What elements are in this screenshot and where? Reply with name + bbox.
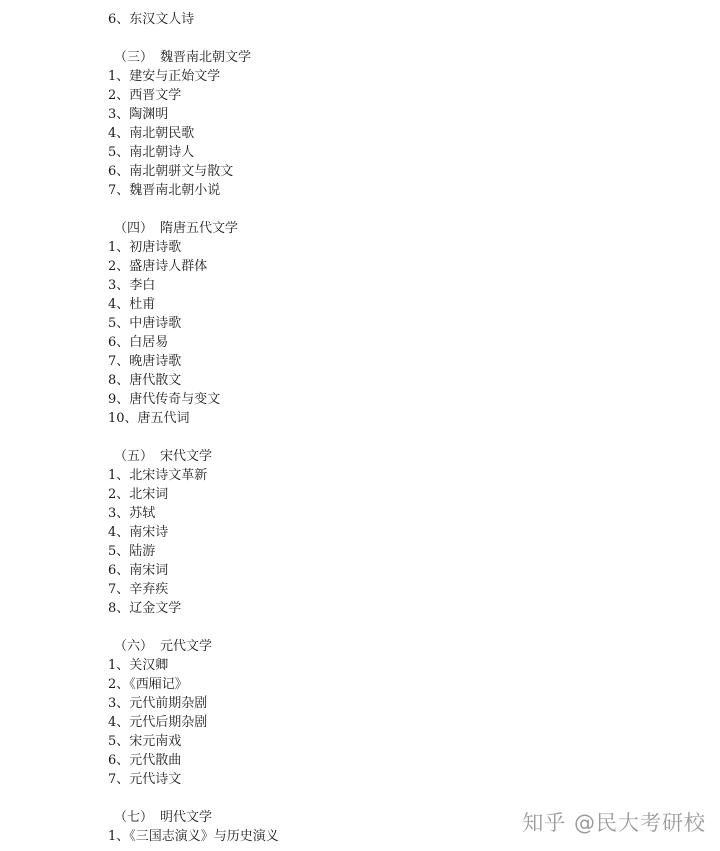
list-item: 4、南宋诗 xyxy=(108,525,169,540)
section-title: 隋唐五代文学 xyxy=(160,221,239,236)
zhihu-watermark: 知乎 @民大考研校 xyxy=(522,811,706,835)
document-body xyxy=(108,10,279,846)
section-number: （五） xyxy=(114,449,154,464)
section-title: 元代文学 xyxy=(160,639,213,654)
list-item: 1、北宋诗文革新 xyxy=(108,468,208,483)
list-item: 7、魏晋南北朝小说 xyxy=(108,183,221,198)
section-heading xyxy=(108,808,279,827)
list-item: 5、中唐诗歌 xyxy=(108,316,182,331)
list-item: 5、南北朝诗人 xyxy=(108,145,195,160)
blank-line xyxy=(108,428,279,447)
list-item: 3、陶渊明 xyxy=(108,107,169,122)
section-number: （三） xyxy=(114,50,154,65)
list-item: 2、西晋文学 xyxy=(108,88,182,103)
list-item: 3、元代前期杂剧 xyxy=(108,696,208,711)
list-item: 1、建安与正始文学 xyxy=(108,69,221,84)
list-item: 2、盛唐诗人群体 xyxy=(108,259,208,274)
list-item: 6、元代散曲 xyxy=(108,753,182,768)
list-item: 7、辛弃疾 xyxy=(108,582,169,597)
list-item: 2、北宋词 xyxy=(108,487,169,502)
blank-line xyxy=(108,618,279,637)
list-item: 10、唐五代词 xyxy=(108,411,190,426)
section-title: 魏晋南北朝文学 xyxy=(160,50,252,65)
list-item: 5、宋元南戏 xyxy=(108,734,182,749)
section-heading xyxy=(108,219,279,238)
blank-line xyxy=(108,789,279,808)
list-item: 1、《三国志演义》与历史演义 xyxy=(108,829,279,844)
list-item: 7、元代诗文 xyxy=(108,772,182,787)
list-item: 5、陆游 xyxy=(108,544,156,559)
list-item: 7、晚唐诗歌 xyxy=(108,354,182,369)
list-item: 1、关汉卿 xyxy=(108,658,169,673)
list-item: 9、唐代传奇与变文 xyxy=(108,392,221,407)
list-item: 8、唐代散文 xyxy=(108,373,182,388)
list-item: 8、辽金文学 xyxy=(108,601,182,616)
section-number: （六） xyxy=(114,639,154,654)
blank-line xyxy=(108,200,279,219)
blank-line xyxy=(108,29,279,48)
section-title: 明代文学 xyxy=(160,810,213,825)
section-heading xyxy=(108,447,279,466)
section-heading xyxy=(108,637,279,656)
list-item: 1、初唐诗歌 xyxy=(108,240,182,255)
list-item: 6、南北朝骈文与散文 xyxy=(108,164,234,179)
list-item: 6、南宋词 xyxy=(108,563,169,578)
list-item: 4、杜甫 xyxy=(108,297,156,312)
list-item: 4、元代后期杂剧 xyxy=(108,715,208,730)
list-item: 6、东汉文人诗 xyxy=(108,12,195,27)
section-number: （四） xyxy=(114,221,154,236)
section-heading xyxy=(108,48,279,67)
list-item: 3、李白 xyxy=(108,278,156,293)
section-number: （七） xyxy=(114,810,154,825)
list-item: 2、《西厢记》 xyxy=(108,677,188,692)
list-item: 3、苏轼 xyxy=(108,506,156,521)
list-item: 4、南北朝民歌 xyxy=(108,126,195,141)
section-title: 宋代文学 xyxy=(160,449,213,464)
list-item: 6、白居易 xyxy=(108,335,169,350)
